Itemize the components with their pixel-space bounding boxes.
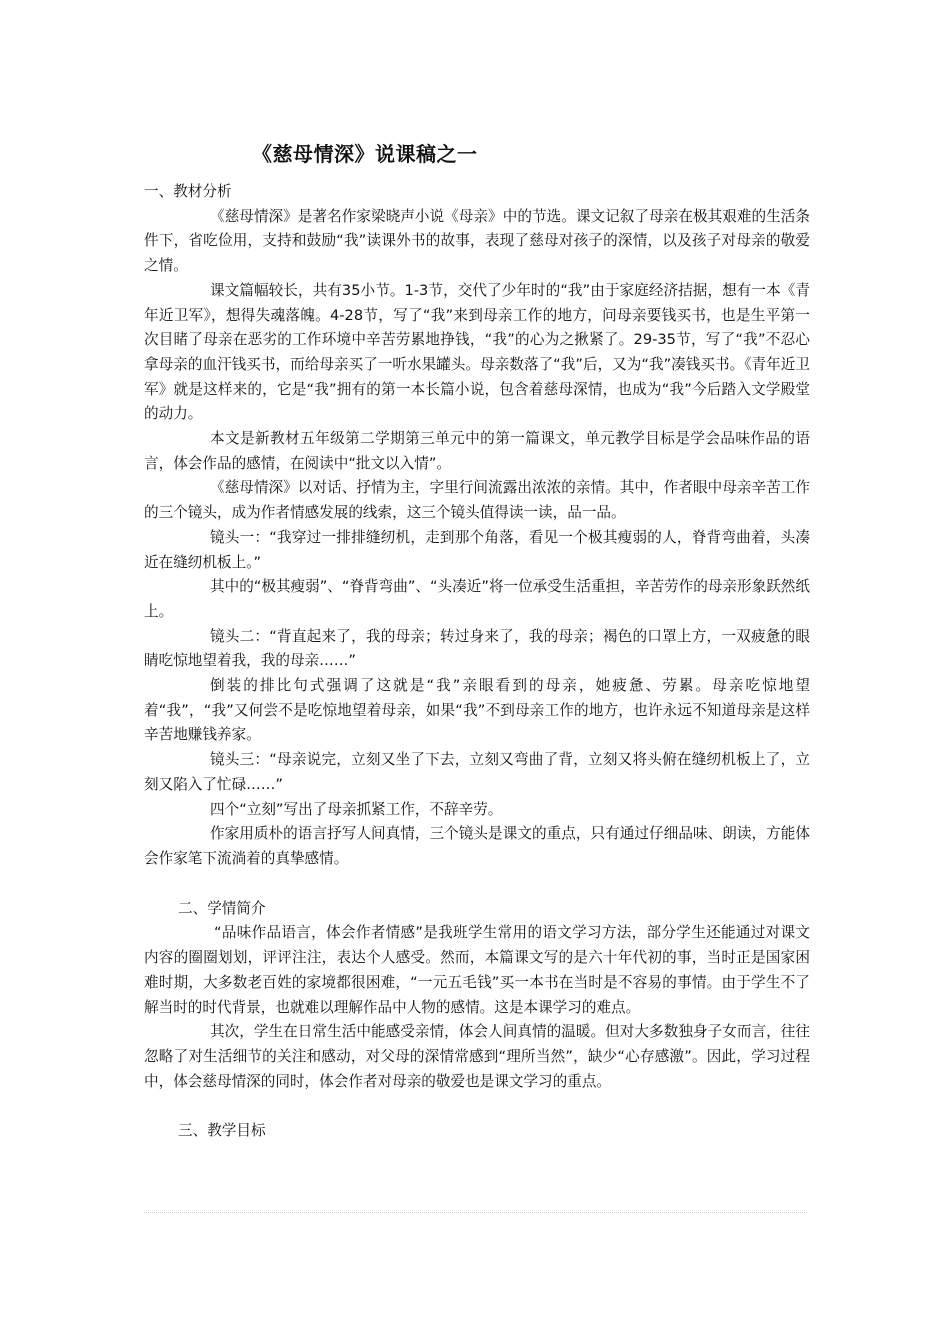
- paragraph: 倒装的排比句式强调了这就是“我”亲眼看到的母亲，她疲惫、劳累。母亲吃惊地望着“我”，“我”又何尝不是吃惊地望着母亲，如果“我”不到母亲工作的地方，也许永远不知道母亲是这样辛苦地赚钱养家。: [144, 677, 810, 744]
- section-heading-3: 三、教学目标: [178, 1122, 266, 1140]
- paragraph: 镜头一：“我穿过一排排缝纫机，走到那个角落，看见一个极其瘦弱的人，脊背弯曲着，头凑近在缝纫机板上。”: [144, 528, 810, 571]
- paragraph: “品味作品语言，体会作者情感”是我班学生常用的语文学习方法，部分学生还能通过对课文内容的圈圈划划，评评注注，表达个人感受。然而，本篇课文写的是六十年代初的事，当时正是国家困难时期，大多数老百姓的家境都很困难，“一元五毛钱”买一本书在当时是不容易的事情。由于学生不了解当时的时代背景，也就难以理解作品中人物的感情。这是本课学习的难点。: [144, 924, 810, 1016]
- paragraph: 《慈母情深》以对话、抒情为主，字里行间流露出浓浓的亲情。其中，作者眼中母亲辛苦工作的三个镜头，成为作者情感发展的线索，这三个镜头值得读一读，品一品。: [144, 479, 810, 522]
- paragraph: 作家用质朴的语言抒写人间真情，三个镜头是课文的重点，只有通过仔细品味、朗读，方能体会作家笔下流淌着的真挚感情。: [144, 825, 810, 867]
- spacer: [144, 1094, 810, 1119]
- page-title: 《慈母情深》说课稿之一: [252, 142, 478, 166]
- paragraph: 其次，学生在日常生活中能感受亲情，体会人间真情的温暖。但对大多数独身子女而言，往往忽略了对生活细节的关注和感动，对父母的深情常感到“理所当然”，缺少“心存感激”。因此，学习过程中，体会慈母情深的同时，体会作者对母亲的敬爱也是课文学习的重点。: [144, 1023, 810, 1090]
- document-body: [144, 180, 810, 1144]
- paragraph: 《慈母情深》是著名作家梁晓声小说《母亲》中的节选。课文记叙了母亲在极其艰难的生活条件下，省吃俭用，支持和鼓励“我”读课外书的故事，表现了慈母对孩子的深情，以及孩子对母亲的敬爱之情。: [144, 207, 810, 275]
- page-divider: [144, 1212, 807, 1213]
- paragraph: 四个“立刻”写出了母亲抓紧工作，不辞辛劳。: [210, 800, 503, 818]
- paragraph: 本文是新教材五年级第二学期第三单元中的第一篇课文，单元教学目标是学会品味作品的语言，体会作品的感情，在阅读中“批文以入情”。: [144, 430, 810, 472]
- section-heading-1: 一、教材分析: [144, 183, 232, 200]
- paragraph: 镜头二：“背直起来了，我的母亲；转过身来了，我的母亲；褐色的口罩上方，一双疲惫的眼睛吃惊地望着我，我的母亲……”: [144, 627, 810, 670]
- paragraph: 镜头三：“母亲说完，立刻又坐了下去，立刻又弯曲了背，立刻又将头俯在缝纫机板上了，立刻又陷入了忙碌……”: [144, 751, 810, 793]
- spacer: [144, 872, 810, 897]
- paragraph: 课文篇幅较长，共有35小节。1-3节，交代了少年时的“我”由于家庭经济拮据，想有一本《青年近卫军》，想得失魂落魄。4-28节，写了“我”来到母亲工作的地方，问母亲要钱买书，也是生平第一次目睹了母亲在恶劣的工作环境中辛苦劳累地挣钱，“我”的心为之揪紧了。29-35节，写了“我”不忍心拿母亲的血汗钱买书，而给母亲买了一听水果罐头。母亲数落了“我”后，又为“我”凑钱买书。《青年近卫军》就是这样来的，它是“我”拥有的第一本长篇小说，包含着慈母深情，也成为“我”今后踏入文学殿堂的动力。: [144, 281, 810, 423]
- section-heading-2: 二、学情简介: [178, 899, 266, 917]
- paragraph: 其中的“极其瘦弱”、“脊背弯曲”、“头凑近”将一位承受生活重担，辛苦劳作的母亲形象跃然纸上。: [144, 578, 810, 620]
